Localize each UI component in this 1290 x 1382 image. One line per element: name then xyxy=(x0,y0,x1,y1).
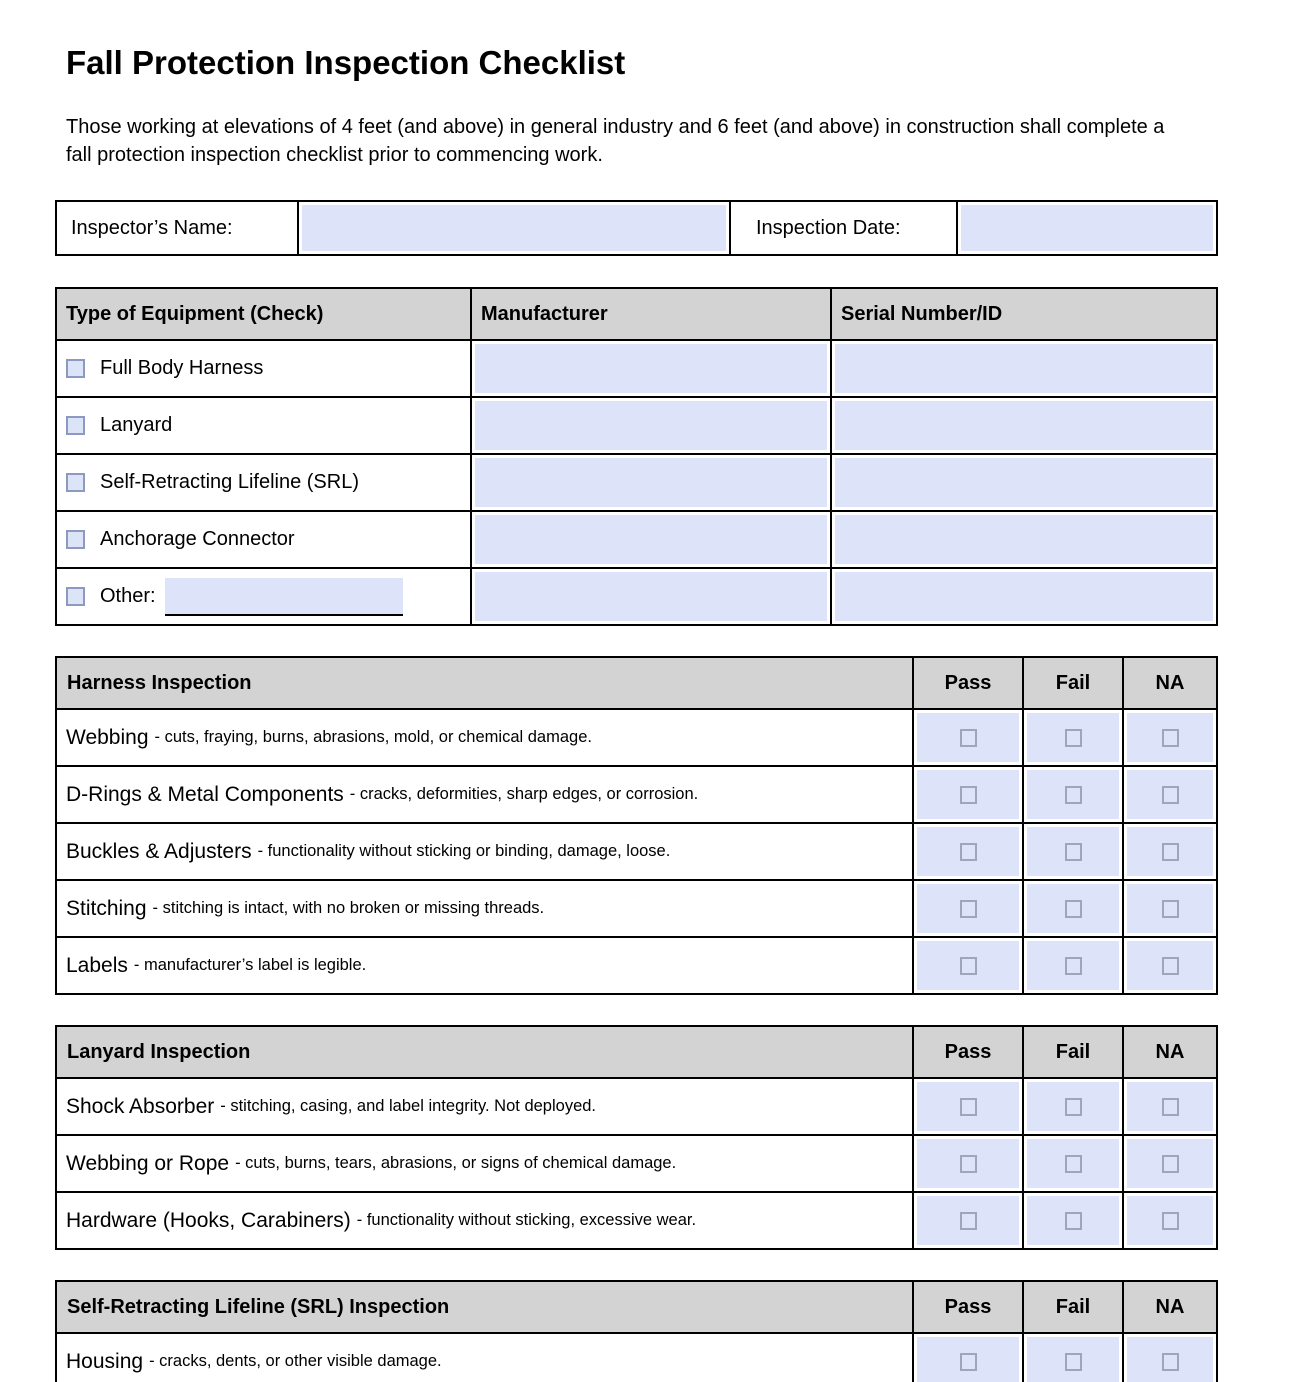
inspection-date-input[interactable] xyxy=(961,205,1213,251)
inspector-bar xyxy=(55,200,1218,256)
pass-column-header: Pass xyxy=(912,1282,1022,1332)
pass-checkbox[interactable] xyxy=(960,843,977,861)
fail-column-header: Fail xyxy=(1022,1027,1122,1077)
serial-input[interactable] xyxy=(835,572,1213,621)
item-desc: - cuts, fraying, burns, abrasions, mold, or chemical damage. xyxy=(154,728,592,746)
na-checkbox[interactable] xyxy=(1162,786,1179,804)
section-title: Lanyard Inspection xyxy=(67,1040,251,1063)
inspection-row-drings xyxy=(57,765,1216,822)
fail-checkbox[interactable] xyxy=(1065,1155,1082,1173)
na-checkbox[interactable] xyxy=(1162,729,1179,747)
item-name: Buckles & Adjusters xyxy=(66,839,252,863)
pass-checkbox[interactable] xyxy=(960,729,977,747)
lanyard-checkbox[interactable] xyxy=(66,416,85,435)
inspection-date-cell xyxy=(956,202,1216,254)
manufacturer-input[interactable] xyxy=(475,515,827,564)
equipment-type-header: Type of Equipment (Check) xyxy=(66,302,324,325)
pass-column-header: Pass xyxy=(912,658,1022,708)
na-column-header: NA xyxy=(1122,1027,1216,1077)
inspector-name-input[interactable] xyxy=(302,205,726,251)
section-harness-inspection xyxy=(55,656,1218,995)
pass-checkbox[interactable] xyxy=(960,1353,977,1371)
serial-input[interactable] xyxy=(835,458,1213,507)
equipment-row-full-body-harness xyxy=(57,339,1216,396)
manufacturer-input[interactable] xyxy=(475,344,827,393)
equipment-table xyxy=(55,287,1218,626)
equipment-label: Full Body Harness xyxy=(100,357,264,379)
other-write-in-input[interactable] xyxy=(165,578,403,616)
section-title: Harness Inspection xyxy=(67,671,252,694)
section-lanyard-inspection xyxy=(55,1025,1218,1250)
item-name: Webbing or Rope xyxy=(66,1151,230,1175)
inspection-row-labels xyxy=(57,936,1216,993)
fail-checkbox[interactable] xyxy=(1065,786,1082,804)
inspection-row-hardware xyxy=(57,1191,1216,1248)
srl-checkbox[interactable] xyxy=(66,473,85,492)
fail-checkbox[interactable] xyxy=(1065,1212,1082,1230)
section-title: Self-Retracting Lifeline (SRL) Inspection xyxy=(67,1295,450,1318)
equipment-row-srl xyxy=(57,453,1216,510)
item-desc: - functionality without sticking, excessive wear. xyxy=(356,1211,697,1229)
pass-checkbox[interactable] xyxy=(960,1098,977,1116)
equipment-label: Self-Retracting Lifeline (SRL) xyxy=(100,471,359,493)
item-desc: - stitching is intact, with no broken or missing threads. xyxy=(152,899,545,917)
manufacturer-input[interactable] xyxy=(475,572,827,621)
item-desc: - stitching, casing, and label integrity. Not deployed. xyxy=(220,1097,597,1115)
item-name: Stitching xyxy=(66,896,147,920)
item-name: Webbing xyxy=(66,725,149,749)
manufacturer-input[interactable] xyxy=(475,401,827,450)
fail-checkbox[interactable] xyxy=(1065,900,1082,918)
inspection-row-stitching xyxy=(57,879,1216,936)
pass-checkbox[interactable] xyxy=(960,957,977,975)
pass-checkbox[interactable] xyxy=(960,786,977,804)
item-desc: - cuts, burns, tears, abrasions, or signs of chemical damage. xyxy=(235,1154,677,1172)
pass-checkbox[interactable] xyxy=(960,1155,977,1173)
inspection-row-webbing xyxy=(57,708,1216,765)
fail-column-header: Fail xyxy=(1022,1282,1122,1332)
pass-column-header: Pass xyxy=(912,1027,1022,1077)
equipment-row-lanyard xyxy=(57,396,1216,453)
na-checkbox[interactable] xyxy=(1162,843,1179,861)
fail-checkbox[interactable] xyxy=(1065,843,1082,861)
na-checkbox[interactable] xyxy=(1162,957,1179,975)
na-checkbox[interactable] xyxy=(1162,1212,1179,1230)
equipment-row-anchorage-connector xyxy=(57,510,1216,567)
item-desc: - cracks, deformities, sharp edges, or corrosion. xyxy=(349,785,699,803)
full-body-harness-checkbox[interactable] xyxy=(66,359,85,378)
item-desc: - manufacturer’s label is legible. xyxy=(133,956,367,974)
item-name: D-Rings & Metal Components xyxy=(66,782,344,806)
na-checkbox[interactable] xyxy=(1162,1098,1179,1116)
inspector-name-cell xyxy=(297,202,729,254)
inspector-name-label: Inspector’s Name: xyxy=(57,202,297,254)
inspection-date-label: Inspection Date: xyxy=(729,202,956,254)
na-column-header: NA xyxy=(1122,1282,1216,1332)
item-desc: - cracks, dents, or other visible damage. xyxy=(149,1352,442,1370)
na-checkbox[interactable] xyxy=(1162,1155,1179,1173)
pass-checkbox[interactable] xyxy=(960,900,977,918)
na-checkbox[interactable] xyxy=(1162,1353,1179,1371)
fail-checkbox[interactable] xyxy=(1065,957,1082,975)
serial-input[interactable] xyxy=(835,344,1213,393)
fail-checkbox[interactable] xyxy=(1065,729,1082,747)
intro-text: Those working at elevations of 4 feet (and above) in general industry and 6 feet (and above) in construction shall complete a fall protection inspection checklist prior to commencing work. xyxy=(66,116,1165,166)
inspection-row-shock-absorber xyxy=(57,1077,1216,1134)
serial-number-header: Serial Number/ID xyxy=(830,289,1216,339)
na-checkbox[interactable] xyxy=(1162,900,1179,918)
equipment-row-other xyxy=(57,567,1216,624)
fail-column-header: Fail xyxy=(1022,658,1122,708)
item-name: Hardware (Hooks, Carabiners) xyxy=(66,1208,351,1232)
inspection-row-buckles xyxy=(57,822,1216,879)
fail-checkbox[interactable] xyxy=(1065,1353,1082,1371)
inspection-row-housing xyxy=(57,1332,1216,1382)
inspection-row-webbing-or-rope xyxy=(57,1134,1216,1191)
section-srl-inspection xyxy=(55,1280,1218,1382)
equipment-label: Anchorage Connector xyxy=(100,528,295,550)
serial-input[interactable] xyxy=(835,515,1213,564)
item-name: Shock Absorber xyxy=(66,1094,215,1118)
serial-input[interactable] xyxy=(835,401,1213,450)
anchorage-connector-checkbox[interactable] xyxy=(66,530,85,549)
na-column-header: NA xyxy=(1122,658,1216,708)
item-name: Labels xyxy=(66,953,128,977)
other-checkbox[interactable] xyxy=(66,587,85,606)
manufacturer-header: Manufacturer xyxy=(470,289,830,339)
manufacturer-input[interactable] xyxy=(475,458,827,507)
pass-checkbox[interactable] xyxy=(960,1212,977,1230)
item-name: Housing xyxy=(66,1349,144,1373)
equipment-label: Lanyard xyxy=(100,414,173,436)
page-title: Fall Protection Inspection Checklist xyxy=(66,44,626,81)
item-desc: - functionality without sticking or binding, damage, loose. xyxy=(257,842,671,860)
fail-checkbox[interactable] xyxy=(1065,1098,1082,1116)
equipment-label: Other: xyxy=(100,585,156,607)
